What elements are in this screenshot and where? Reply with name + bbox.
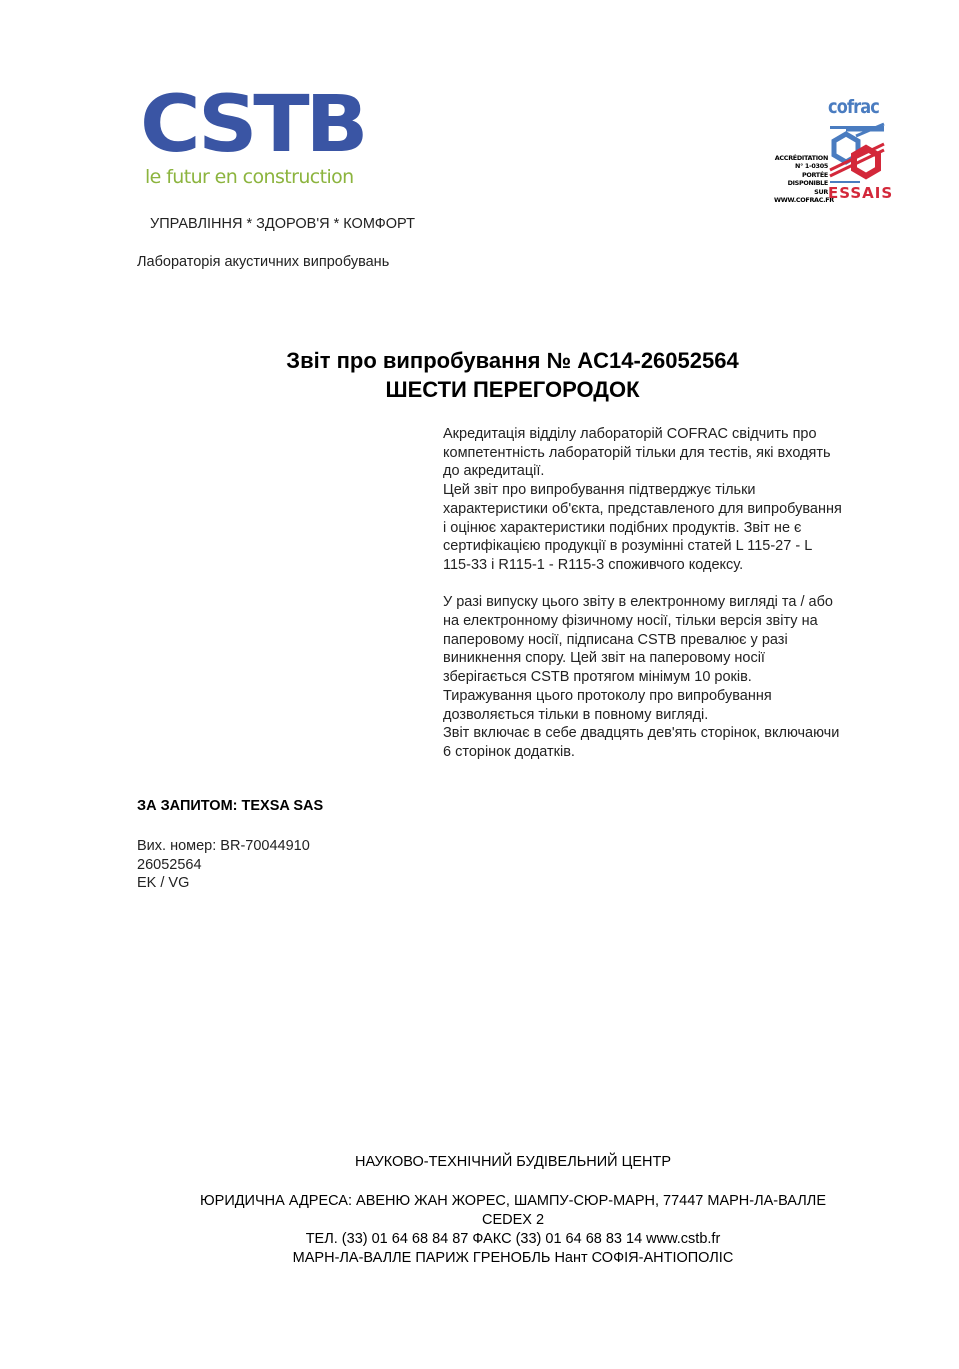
notice-line: виникнення спору. Цей звіт на паперовому носії bbox=[443, 650, 765, 667]
cofrac-line: PORTÉE bbox=[801, 170, 828, 179]
cofrac-line: N° 1-0305 bbox=[795, 162, 828, 171]
notice-line: У разі випуску цього звіту в електронному вигляді та / або bbox=[443, 594, 833, 611]
cstb-logo-tagline: le futur en construction bbox=[145, 166, 354, 188]
cofrac-hexagon-icon bbox=[826, 120, 888, 186]
report-title-line2: ШЕСТИ ПЕРЕГОРОДОК bbox=[385, 377, 640, 402]
footer-contacts: ТЕЛ. (33) 01 64 68 84 87 ФАКС (33) 01 64 68 83 14 www.cstb.fr bbox=[305, 1231, 721, 1247]
paragraph-gap bbox=[443, 575, 903, 594]
footer-address-line2: CEDEX 2 bbox=[481, 1212, 545, 1228]
motto: УПРАВЛІННЯ * ЗДОРОВ'Я * КОМФОРТ bbox=[150, 216, 415, 232]
notice-line: паперовому носії, підписана CSTB превалює у разі bbox=[443, 631, 788, 648]
client-references bbox=[137, 837, 310, 893]
footer-cities: МАРН-ЛА-ВАЛЛЕ ПАРИЖ ГРЕНОБЛЬ Нант СОФІЯ-АНТІОПОЛІС bbox=[292, 1250, 734, 1266]
report-title-line1: Звіт про випробування № AC14-26052564 bbox=[286, 348, 739, 373]
notice-line: компетентність лабораторій тільки для тестів, які входять bbox=[443, 444, 831, 461]
client-requested-by: ЗА ЗАПИТОМ: TEXSA SAS bbox=[137, 798, 324, 814]
cofrac-line: ACCRÉDITATION bbox=[774, 154, 828, 162]
report-title bbox=[0, 346, 959, 404]
cofrac-line: DISPONIBLE SUR bbox=[787, 179, 828, 196]
footer bbox=[0, 1153, 959, 1268]
notice-line: і оцінює характеристики подібних продуктів. Звіт не є bbox=[443, 519, 802, 536]
notice-line: Тиражування цього протоколу про випробування bbox=[443, 687, 772, 704]
cofrac-accreditation-text bbox=[774, 154, 834, 205]
notice-line: Цей звіт про випробування підтверджує тільки bbox=[443, 482, 756, 499]
cofrac-line: WWW.COFRAC.FR bbox=[774, 196, 834, 205]
cofrac-essais-label: ESSAIS bbox=[828, 184, 894, 202]
report-number: 26052564 bbox=[137, 856, 202, 873]
notice-line: на електронному фізичному носії, тільки версія звіту на bbox=[443, 613, 818, 630]
notice-line: характеристики об'єкта, представленого для випробування bbox=[443, 500, 842, 517]
cofrac-logo-word: cofrac bbox=[828, 96, 880, 118]
notice-line: зберігається CSTB протягом мінімум 10 років. bbox=[443, 669, 752, 686]
outgoing-ref-number: Вих. номер: BR-70044910 bbox=[137, 838, 310, 854]
notice-line: сертифікацією продукції в розумінні статей L 115-27 - L bbox=[443, 538, 813, 555]
notice-line: 6 сторінок додатків. bbox=[443, 743, 575, 760]
cstb-logo bbox=[140, 80, 390, 194]
footer-org-name: НАУКОВО-ТЕХНІЧНИЙ БУДІВЕЛЬНИЙ ЦЕНТР bbox=[355, 1154, 671, 1170]
author-initials: EK / VG bbox=[137, 875, 190, 892]
lab-name: Лабораторія акустичних випробувань bbox=[137, 254, 390, 270]
notice-line: до акредитації. bbox=[443, 463, 545, 480]
notice-line: Акредитація відділу лабораторій COFRAC свідчить про bbox=[443, 426, 817, 442]
notice-line: Звіт включає в себе двадцять дев'ять сторінок, включаючи bbox=[443, 725, 840, 742]
notice-line: дозволяється тільки в повному вигляді. bbox=[443, 706, 709, 723]
cofrac-logo bbox=[770, 96, 894, 206]
accreditation-notice bbox=[443, 425, 903, 762]
footer-address-line1: ЮРИДИЧНА АДРЕСА: АВЕНЮ ЖАН ЖОРЕС, ШАМПУ-СЮР-МАРН, 77447 МАРН-ЛА-ВАЛЛЕ bbox=[200, 1193, 826, 1209]
cstb-logo-word: CSTB bbox=[140, 80, 365, 170]
notice-line: 115-33 і R115-1 - R115-3 споживчого кодексу. bbox=[443, 556, 744, 573]
